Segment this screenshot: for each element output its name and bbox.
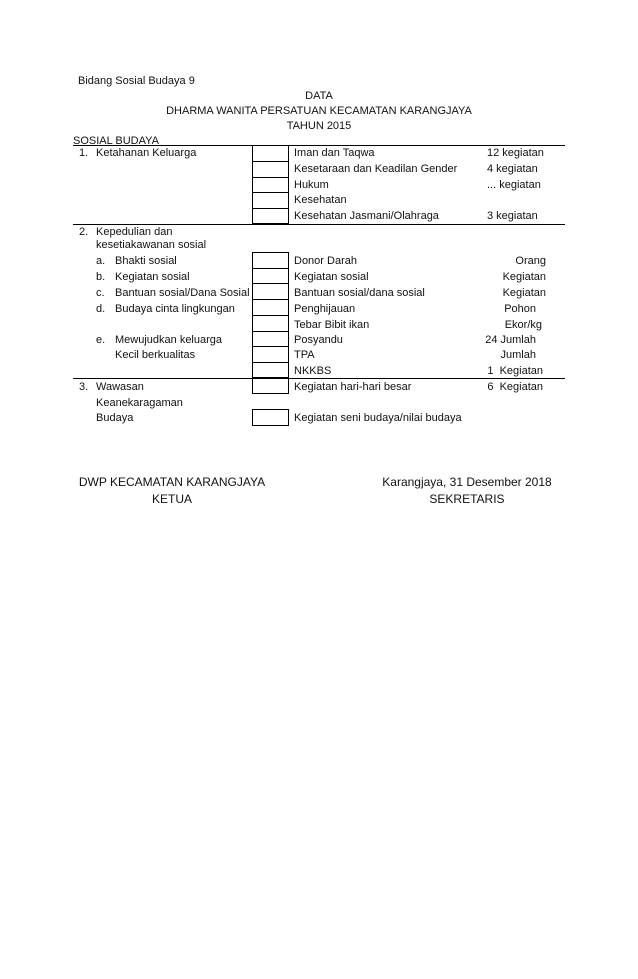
- box-divider: [252, 283, 289, 284]
- box-divider: [252, 161, 289, 162]
- box-divider: [252, 315, 289, 316]
- doc-title: DATA: [305, 90, 333, 102]
- box-divider: [252, 192, 289, 193]
- activity-value: Ekor/kg: [504, 319, 542, 331]
- activity-value: ... kegiatan: [487, 179, 541, 191]
- activity: Hukum: [294, 179, 329, 191]
- activity: Donor Darah: [294, 255, 357, 267]
- checkbox-3b: [252, 409, 289, 426]
- section-title: SOSIAL BUDAYA: [73, 135, 159, 147]
- activity: NKKBS: [294, 365, 332, 377]
- activity: Tebar Bibit ikan: [294, 319, 370, 331]
- activity-value: 4 kegiatan: [487, 163, 538, 175]
- signature-left-org: DWP KECAMATAN KARANGJAYA: [78, 475, 266, 489]
- row-3-label: Budaya: [96, 412, 134, 424]
- sub-letter: a.: [96, 255, 106, 267]
- activity-value: Kegiatan: [502, 271, 546, 283]
- sub-label: Mewujudkan keluarga: [115, 334, 223, 346]
- activity-value: 3 kegiatan: [487, 210, 538, 222]
- activity: Kegiatan seni budaya/nilai budaya: [294, 412, 462, 424]
- activity-value: 6 Kegiatan: [487, 381, 543, 393]
- activity: Penghijauan: [294, 303, 356, 315]
- activity-value: Pohon: [504, 303, 536, 315]
- checkbox-3a: [252, 378, 289, 394]
- activity-value: 1 Kegiatan: [487, 365, 543, 377]
- activity: Kesehatan: [294, 194, 347, 206]
- row-3-label: Wawasan: [96, 381, 144, 393]
- row-3-number: 3.: [79, 381, 89, 393]
- sub-label: Budaya cinta lingkungan: [115, 303, 235, 315]
- box-divider: [252, 177, 289, 178]
- row-2-label: Kepedulian dan: [96, 226, 173, 238]
- box-divider: [252, 346, 289, 347]
- sub-letter: c.: [96, 287, 105, 299]
- sub-label: Bantuan sosial/Dana Sosial: [115, 287, 250, 299]
- activity-value: Kegiatan: [502, 287, 546, 299]
- box-divider: [252, 362, 289, 363]
- activity: Kesetaraan dan Keadilan Gender: [294, 163, 458, 175]
- activity: Kesehatan Jasmani/Olahraga: [294, 210, 439, 222]
- sub-label: Kecil berkualitas: [115, 349, 196, 361]
- box-divider: [252, 299, 289, 300]
- activity-value: 12 kegiatan: [487, 147, 544, 159]
- sub-letter: e.: [96, 334, 106, 346]
- box-divider: [252, 268, 289, 269]
- signature-place-date: Karangjaya, 31 Desember 2018: [382, 475, 552, 489]
- sub-letter: d.: [96, 303, 106, 315]
- activity: Kegiatan sosial: [294, 271, 369, 283]
- row-2-label: kesetiakawanan sosial: [96, 239, 207, 251]
- activity-value: 24 Jumlah: [485, 334, 536, 346]
- sub-label: Bhakti sosial: [115, 255, 177, 267]
- checkbox-group-1: [252, 145, 289, 224]
- activity-value: Jumlah: [500, 349, 536, 361]
- page-reference: Bidang Sosial Budaya 9: [78, 75, 195, 87]
- activity: Iman dan Taqwa: [294, 147, 375, 159]
- activity: Posyandu: [294, 334, 343, 346]
- doc-subtitle: DHARMA WANITA PERSATUAN KECAMATAN KARANGJAYA: [166, 105, 472, 117]
- activity: Bantuan sosial/dana sosial: [294, 287, 425, 299]
- sub-label: Kegiatan sosial: [115, 271, 190, 283]
- signature-right-role: SEKRETARIS: [429, 492, 505, 506]
- activity: Kegiatan hari-hari besar: [294, 381, 412, 393]
- doc-year: TAHUN 2015: [286, 120, 352, 132]
- row-1-label: Ketahanan Keluarga: [96, 147, 197, 159]
- box-divider: [252, 331, 289, 332]
- box-divider: [252, 208, 289, 209]
- signature-left-role: KETUA: [151, 492, 192, 506]
- section-2-bottom-rule: [73, 378, 565, 379]
- activity: TPA: [294, 349, 315, 361]
- row-2-number: 2.: [79, 226, 89, 238]
- activity-value: Orang: [515, 255, 546, 267]
- row-3-label: Keanekaragaman: [96, 397, 183, 409]
- row-1-number: 1.: [79, 147, 89, 159]
- sub-letter: b.: [96, 271, 106, 283]
